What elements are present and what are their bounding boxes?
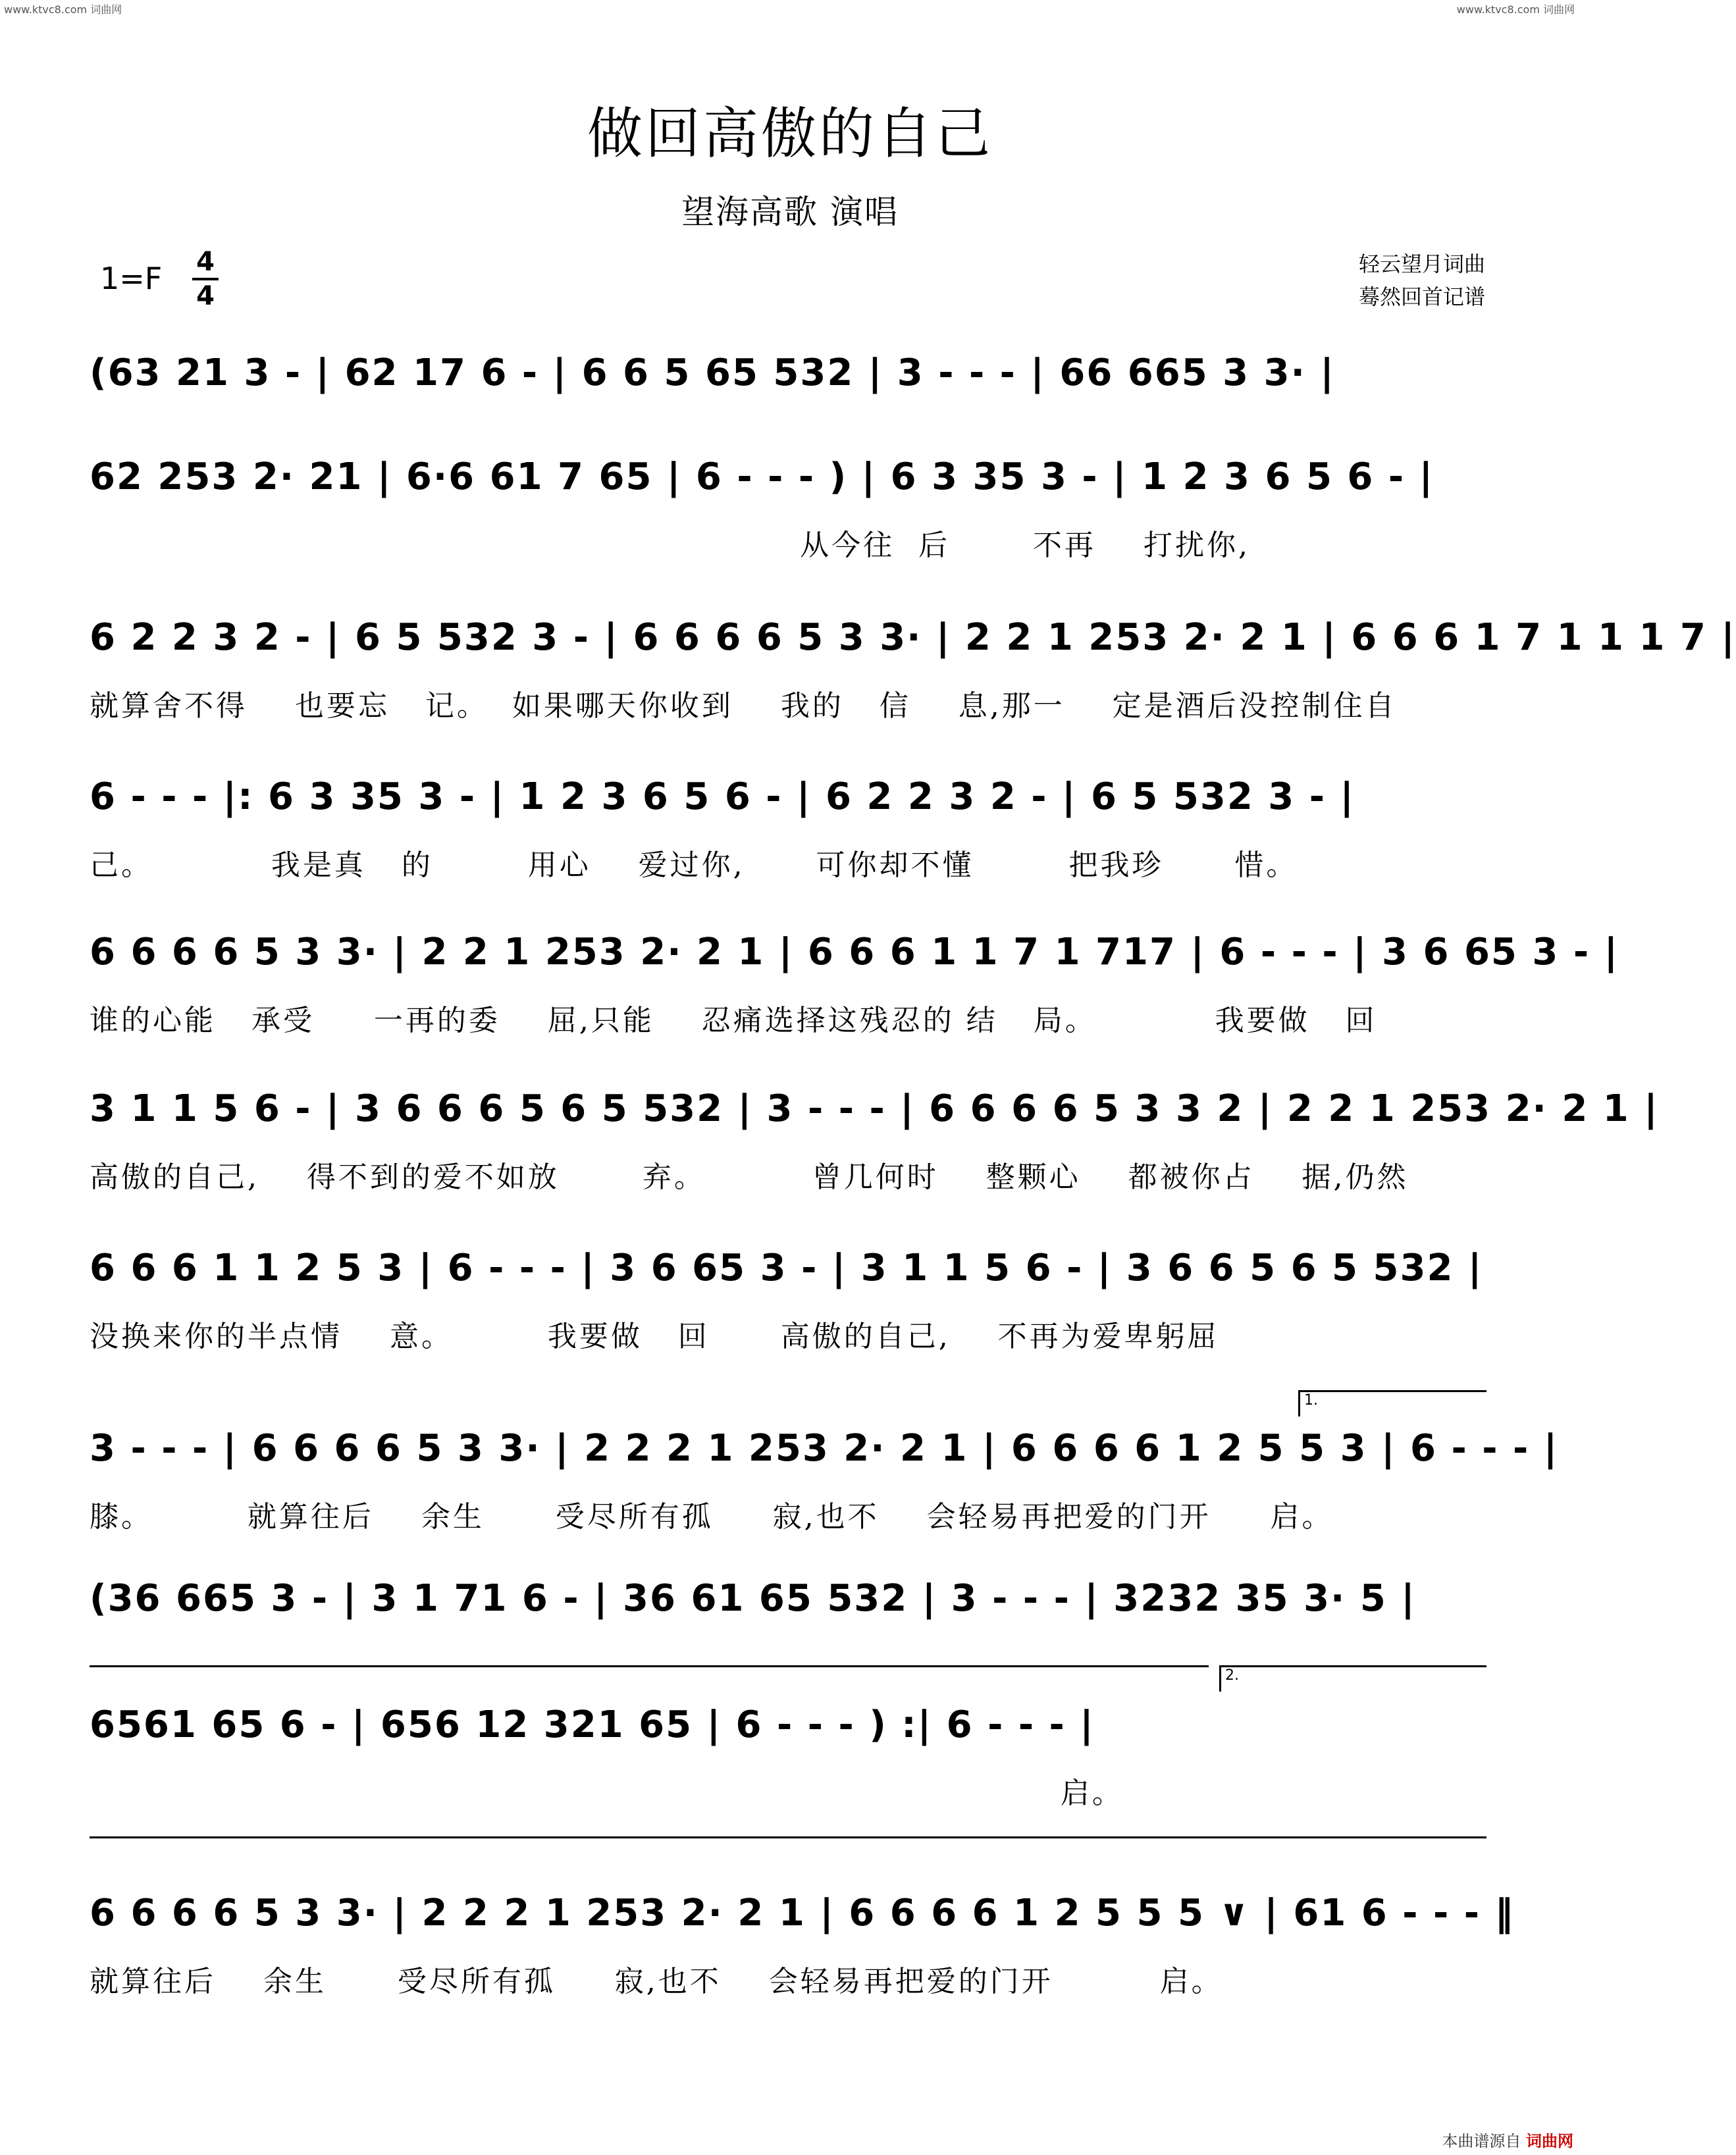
lyric-line: 没换来你的半点情 意。 我要做 回 高傲的自己, 不再为爱卑躬屈: [90, 1320, 1219, 1353]
notation-line: (63 21 3 - | 62 17 6 - | 6 6 5 65 532 | 3 - - - | 66 665 3 3· |: [90, 351, 1335, 394]
notation-line: 6 6 6 6 5 3 3· | 2 2 2 1 253 2· 2 1 | 6 6 6 6 1 2 5 5 5 ∨ | 61 6 - - - ‖: [90, 1892, 1515, 1934]
second-ending-continuation-line: [90, 1836, 1486, 1838]
time-signature: [195, 246, 216, 312]
lyric-line: 谁的心能 承受 一再的委 屈,只能 忍痛选择这残忍的 结 局。 我要做 回: [90, 1004, 1377, 1037]
notation-line: 6 6 6 6 5 3 3· | 2 2 1 253 2· 2 1 | 6 6 6 1 1 7 1 717 | 6 - - - | 3 6 65 3 - |: [90, 931, 1619, 974]
notation-line: 6561 65 6 - | 656 12 321 65 | 6 - - - ) :| 6 - - - |: [90, 1703, 1095, 1746]
watermark-bottom-right: [1442, 2128, 1573, 2151]
lyric-line: 从今往 后 不再 打扰你,: [90, 529, 1250, 562]
notation-line: 6 2 2 3 2 - | 6 5 532 3 - | 6 6 6 6 5 3 3· | 2 2 1 253 2· 2 1 | 6 6 6 1 7 1 1 1 7 |: [90, 616, 1736, 659]
lyric-line: 就算往后 余生 受尽所有孤 寂,也不 会轻易再把爱的门开 启。: [90, 1965, 1223, 1998]
first-ending-continuation-line: [90, 1665, 1209, 1667]
lyric-line: 就算舍不得 也要忘 记。 如果哪天你收到 我的 信 息,那一 定是酒后没控制住自: [90, 689, 1397, 723]
lyric-line: 己。 我是真 的 用心 爱过你, 可你却不懂 把我珍 惜。: [90, 848, 1298, 882]
time-signature-bottom: 4: [196, 281, 215, 311]
first-ending-bracket: [1298, 1390, 1486, 1416]
notation-line: 62 253 2· 21 | 6·6 61 7 65 | 6 - - - ) | 6 3 35 3 - | 1 2 3 6 5 6 - |: [90, 455, 1434, 498]
watermark-site-name: 词曲网: [1526, 2132, 1573, 2150]
notation-line: 6 6 6 1 1 2 5 3 | 6 - - - | 3 6 65 3 - | 3 1 1 5 6 - | 3 6 6 5 6 5 532 |: [90, 1247, 1483, 1289]
time-signature-top: 4: [196, 247, 215, 277]
credits: [1359, 247, 1485, 313]
lyricist-credit: 轻云望月词曲: [1358, 251, 1485, 276]
watermark-source-text: 本曲谱源自: [1442, 2132, 1521, 2150]
watermark-top-right: www.ktvc8.com 词曲网: [1456, 3, 1575, 16]
lyric-line: 启。: [90, 1777, 1124, 1810]
notation-line: (36 665 3 - | 3 1 71 6 - | 36 61 65 532 | 3 - - - | 3232 35 3· 5 |: [90, 1577, 1416, 1620]
notation-line: 3 1 1 5 6 - | 3 6 6 6 5 6 5 532 | 3 - - - | 6 6 6 6 5 3 3 2 | 2 2 1 253 2· 2 1 |: [90, 1087, 1659, 1130]
key-signature: 1=F: [100, 261, 163, 296]
notation-line: 6 - - - |: 6 3 35 3 - | 1 2 3 6 5 6 - | 6 2 2 3 2 - | 6 5 532 3 - |: [90, 775, 1355, 818]
first-ending-label: 1.: [1304, 1392, 1318, 1409]
second-ending-bracket: [1219, 1665, 1486, 1692]
singer-credit: 望海高歌 演唱: [681, 193, 899, 231]
notation-line: 3 - - - | 6 6 6 6 5 3 3· | 2 2 2 1 253 2· 2 1 | 6 6 6 6 1 2 5 5 3 | 6 - - - |: [90, 1427, 1559, 1470]
watermark-top-left: www.ktvc8.com 词曲网: [4, 3, 122, 16]
transcriber-credit: 蓦然回首记谱: [1358, 284, 1485, 309]
song-title: 做回高傲的自己: [587, 101, 993, 166]
second-ending-label: 2.: [1225, 1667, 1239, 1684]
lyric-line: 膝。 就算往后 余生 受尽所有孤 寂,也不 会轻易再把爱的门开 启。: [90, 1500, 1334, 1534]
lyric-line: 高傲的自己, 得不到的爱不如放 弃。 曾几何时 整颗心 都被你占 据,仍然: [90, 1160, 1409, 1194]
